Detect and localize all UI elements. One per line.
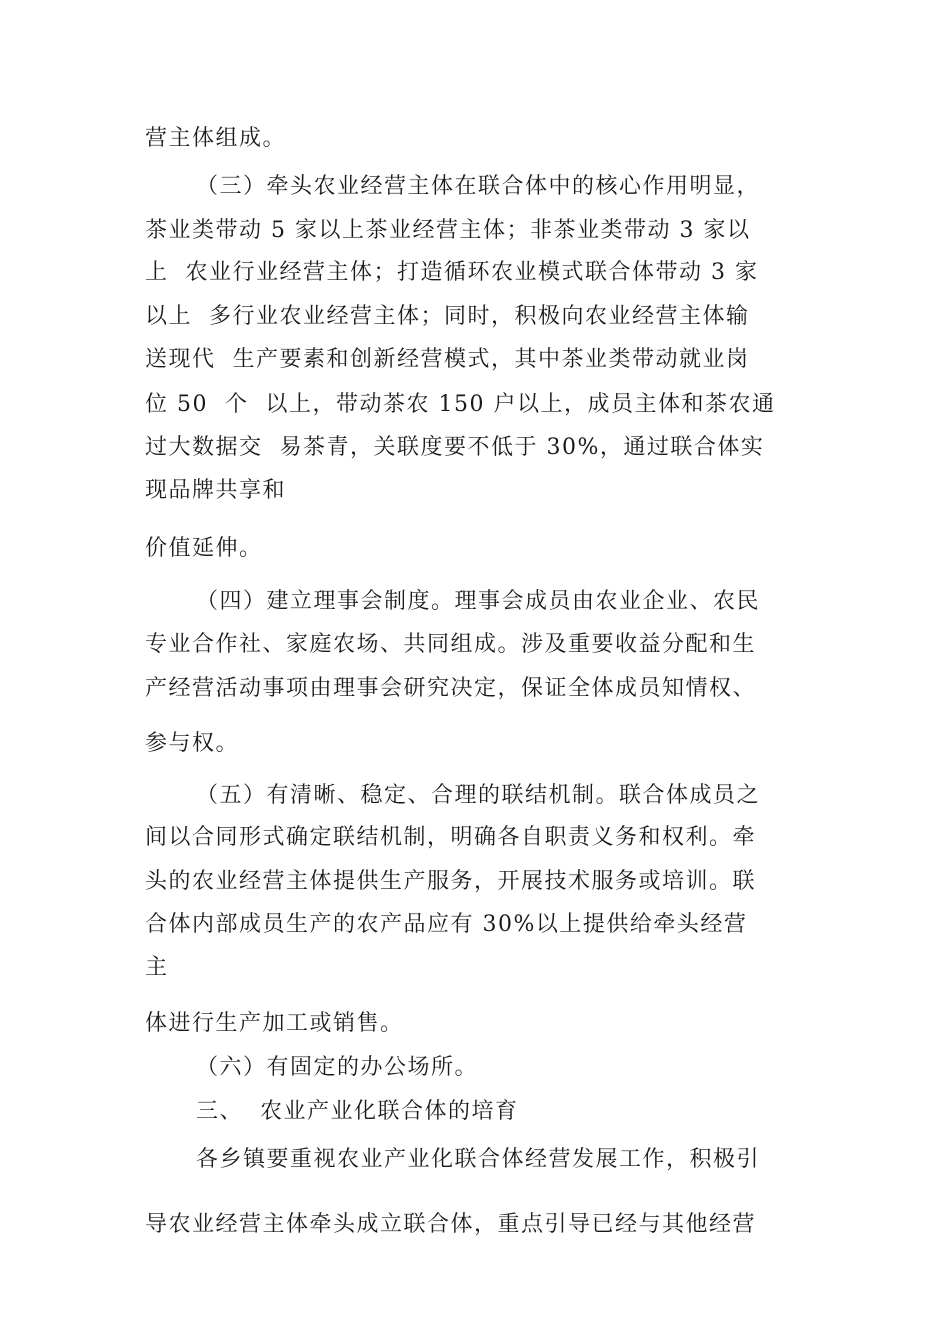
text-line-9: 现品牌共享和 bbox=[145, 478, 287, 503]
text-line-2: （三）牵头农业经营主体在联合体中的核心作用明显， bbox=[196, 174, 761, 199]
text-line-7: 位 50 个 以上，带动茶农 150 户以上，成员主体和茶农通 bbox=[145, 392, 776, 417]
text-line-15: （五）有清晰、稳定、合理的联结机制。联合体成员之 bbox=[196, 783, 761, 808]
text-line-13: 产经营活动事项由理事会研究决定，保证全体成员知情权、 bbox=[145, 676, 757, 701]
text-line-20: 体进行生产加工或销售。 bbox=[145, 1011, 404, 1036]
text-line-5: 以上 多行业农业经营主体；同时，积极向农业经营主体输 bbox=[145, 304, 750, 329]
text-line-11: （四）建立理事会制度。理事会成员由农业企业、农民 bbox=[196, 589, 761, 614]
text-line-3: 茶业类带动 5 家以上茶业经营主体；非茶业类带动 3 家以 bbox=[145, 218, 751, 243]
text-line-23: 各乡镇要重视农业产业化联合体经营发展工作，积极引 bbox=[196, 1147, 761, 1172]
text-line-6: 送现代 生产要素和创新经营模式，其中茶业类带动就业岗 bbox=[145, 347, 750, 372]
text-line-24: 导农业经营主体牵头成立联合体，重点引导已经与其他经营 bbox=[145, 1212, 757, 1237]
text-line-14: 参与权。 bbox=[145, 731, 240, 756]
text-line-12: 专业合作社、家庭农场、共同组成。涉及重要收益分配和生 bbox=[145, 632, 757, 657]
text-line-10: 价值延伸。 bbox=[145, 536, 263, 561]
text-line-18: 合体内部成员生产的农产品应有 30%以上提供给牵头经营 bbox=[145, 912, 748, 937]
text-line-19: 主 bbox=[145, 955, 169, 980]
text-line-8: 过大数据交 易茶青，关联度要不低于 30%，通过联合体实 bbox=[145, 435, 765, 460]
text-line-17: 头的农业经营主体提供生产服务，开展技术服务或培训。联 bbox=[145, 869, 757, 894]
text-line-4: 上 农业行业经营主体；打造循环农业模式联合体带动 3 家 bbox=[145, 260, 759, 285]
text-line-22: 三、 农业产业化联合体的培育 bbox=[196, 1099, 519, 1124]
text-line-21: （六）有固定的办公场所。 bbox=[196, 1055, 479, 1080]
text-line-16: 间以合同形式确定联结机制，明确各自职责义务和权利。牵 bbox=[145, 825, 757, 850]
text-line-1: 营主体组成。 bbox=[145, 126, 287, 151]
